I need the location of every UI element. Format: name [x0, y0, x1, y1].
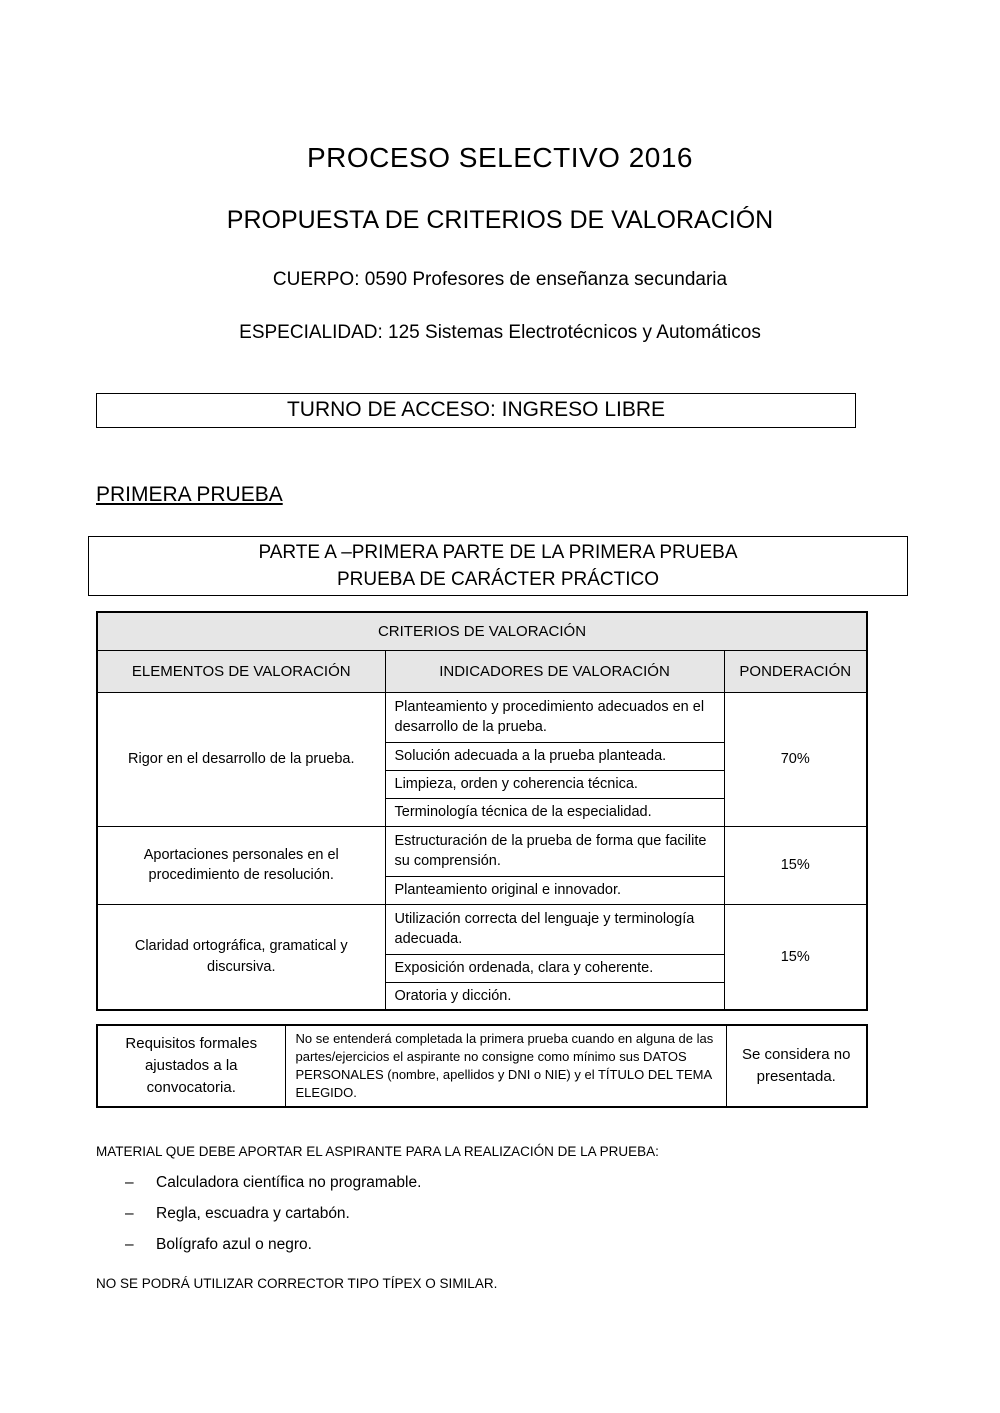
column-header-ponderacion: PONDERACIÓN	[724, 650, 867, 692]
tipex-note: NO SE PODRÁ UTILIZAR CORRECTOR TIPO TÍPEX O SIMILAR.	[96, 1276, 498, 1291]
requirements-table	[96, 1024, 868, 1108]
table-row	[97, 1025, 867, 1107]
criteria-table-title-row	[97, 612, 867, 650]
indicator-cell: Solución adecuada a la prueba planteada.	[385, 742, 724, 770]
material-heading: MATERIAL QUE DEBE APORTAR EL ASPIRANTE PARA LA REALIZACIÓN DE LA PRUEBA:	[96, 1144, 659, 1159]
indicator-cell: Estructuración de la prueba de forma que facilite su comprensión.	[385, 826, 724, 876]
indicator-cell: Exposición ordenada, clara y coherente.	[385, 954, 724, 982]
material-item	[125, 1236, 1000, 1254]
element-cell-claridad: Claridad ortográfica, gramatical y discursiva.	[97, 904, 385, 1010]
cuerpo-line: CUERPO: 0590 Profesores de enseñanza secundaria	[272, 269, 728, 290]
material-item	[125, 1174, 1000, 1192]
dash-bullet-icon: –	[125, 1174, 134, 1191]
criteria-table-title: CRITERIOS DE VALORACIÓN	[97, 612, 867, 650]
table-row	[97, 904, 867, 954]
weight-cell-rigor: 70%	[724, 692, 867, 826]
indicator-cell: Planteamiento original e innovador.	[385, 876, 724, 904]
especialidad-line: ESPECIALIDAD: 125 Sistemas Electrotécnicos y Automáticos	[239, 322, 761, 343]
dash-bullet-icon: –	[125, 1236, 134, 1253]
weight-cell-aportaciones: 15%	[724, 826, 867, 904]
criteria-table-header-row	[97, 650, 867, 692]
indicator-cell: Limpieza, orden y coherencia técnica.	[385, 770, 724, 798]
primera-prueba-heading: PRIMERA PRUEBA	[96, 483, 283, 506]
table-row	[97, 826, 867, 876]
material-item-label: Regla, escuadra y cartabón.	[156, 1205, 350, 1222]
indicator-cell: Terminología técnica de la especialidad.	[385, 798, 724, 826]
material-item	[125, 1205, 1000, 1223]
turno-acceso-box: TURNO DE ACCESO: INGRESO LIBRE	[96, 393, 856, 428]
element-cell-rigor: Rigor en el desarrollo de la prueba.	[97, 692, 385, 826]
material-item-label: Calculadora científica no programable.	[156, 1174, 422, 1191]
indicator-cell: Oratoria y dicción.	[385, 982, 724, 1010]
column-header-elementos: ELEMENTOS DE VALORACIÓN	[97, 650, 385, 692]
column-header-indicadores: INDICADORES DE VALORACIÓN	[385, 650, 724, 692]
parte-a-line2: PRUEBA DE CARÁCTER PRÁCTICO	[337, 569, 659, 590]
dash-bullet-icon: –	[125, 1205, 134, 1222]
requirements-result-cell: Se considera no presentada.	[726, 1025, 867, 1107]
material-item-label: Bolígrafo azul o negro.	[156, 1236, 312, 1253]
criteria-table	[96, 611, 868, 1011]
element-cell-aportaciones: Aportaciones personales en el procedimiento de resolución.	[97, 826, 385, 904]
page-title: PROCESO SELECTIVO 2016	[306, 142, 694, 173]
parte-a-line1: PARTE A –PRIMERA PARTE DE LA PRIMERA PRUEBA	[258, 542, 738, 563]
parte-a-box	[88, 536, 908, 596]
indicator-cell: Utilización correcta del lenguaje y terminología adecuada.	[385, 904, 724, 954]
indicator-cell: Planteamiento y procedimiento adecuados en el desarrollo de la prueba.	[385, 692, 724, 742]
requirements-description-cell: No se entenderá completada la primera prueba cuando en alguna de las partes/ejercicios el aspirante no consigne como mínimo sus DATOS PERSONALES (nombre, apellidos y DNI o NIE) y el TÍTULO DEL TEMA ELEGIDO.	[285, 1025, 726, 1107]
table-row	[97, 692, 867, 742]
requirements-element-cell: Requisitos formales ajustados a la convocatoria.	[97, 1025, 285, 1107]
page-subtitle: PROPUESTA DE CRITERIOS DE VALORACIÓN	[226, 206, 774, 234]
weight-cell-claridad: 15%	[724, 904, 867, 1010]
